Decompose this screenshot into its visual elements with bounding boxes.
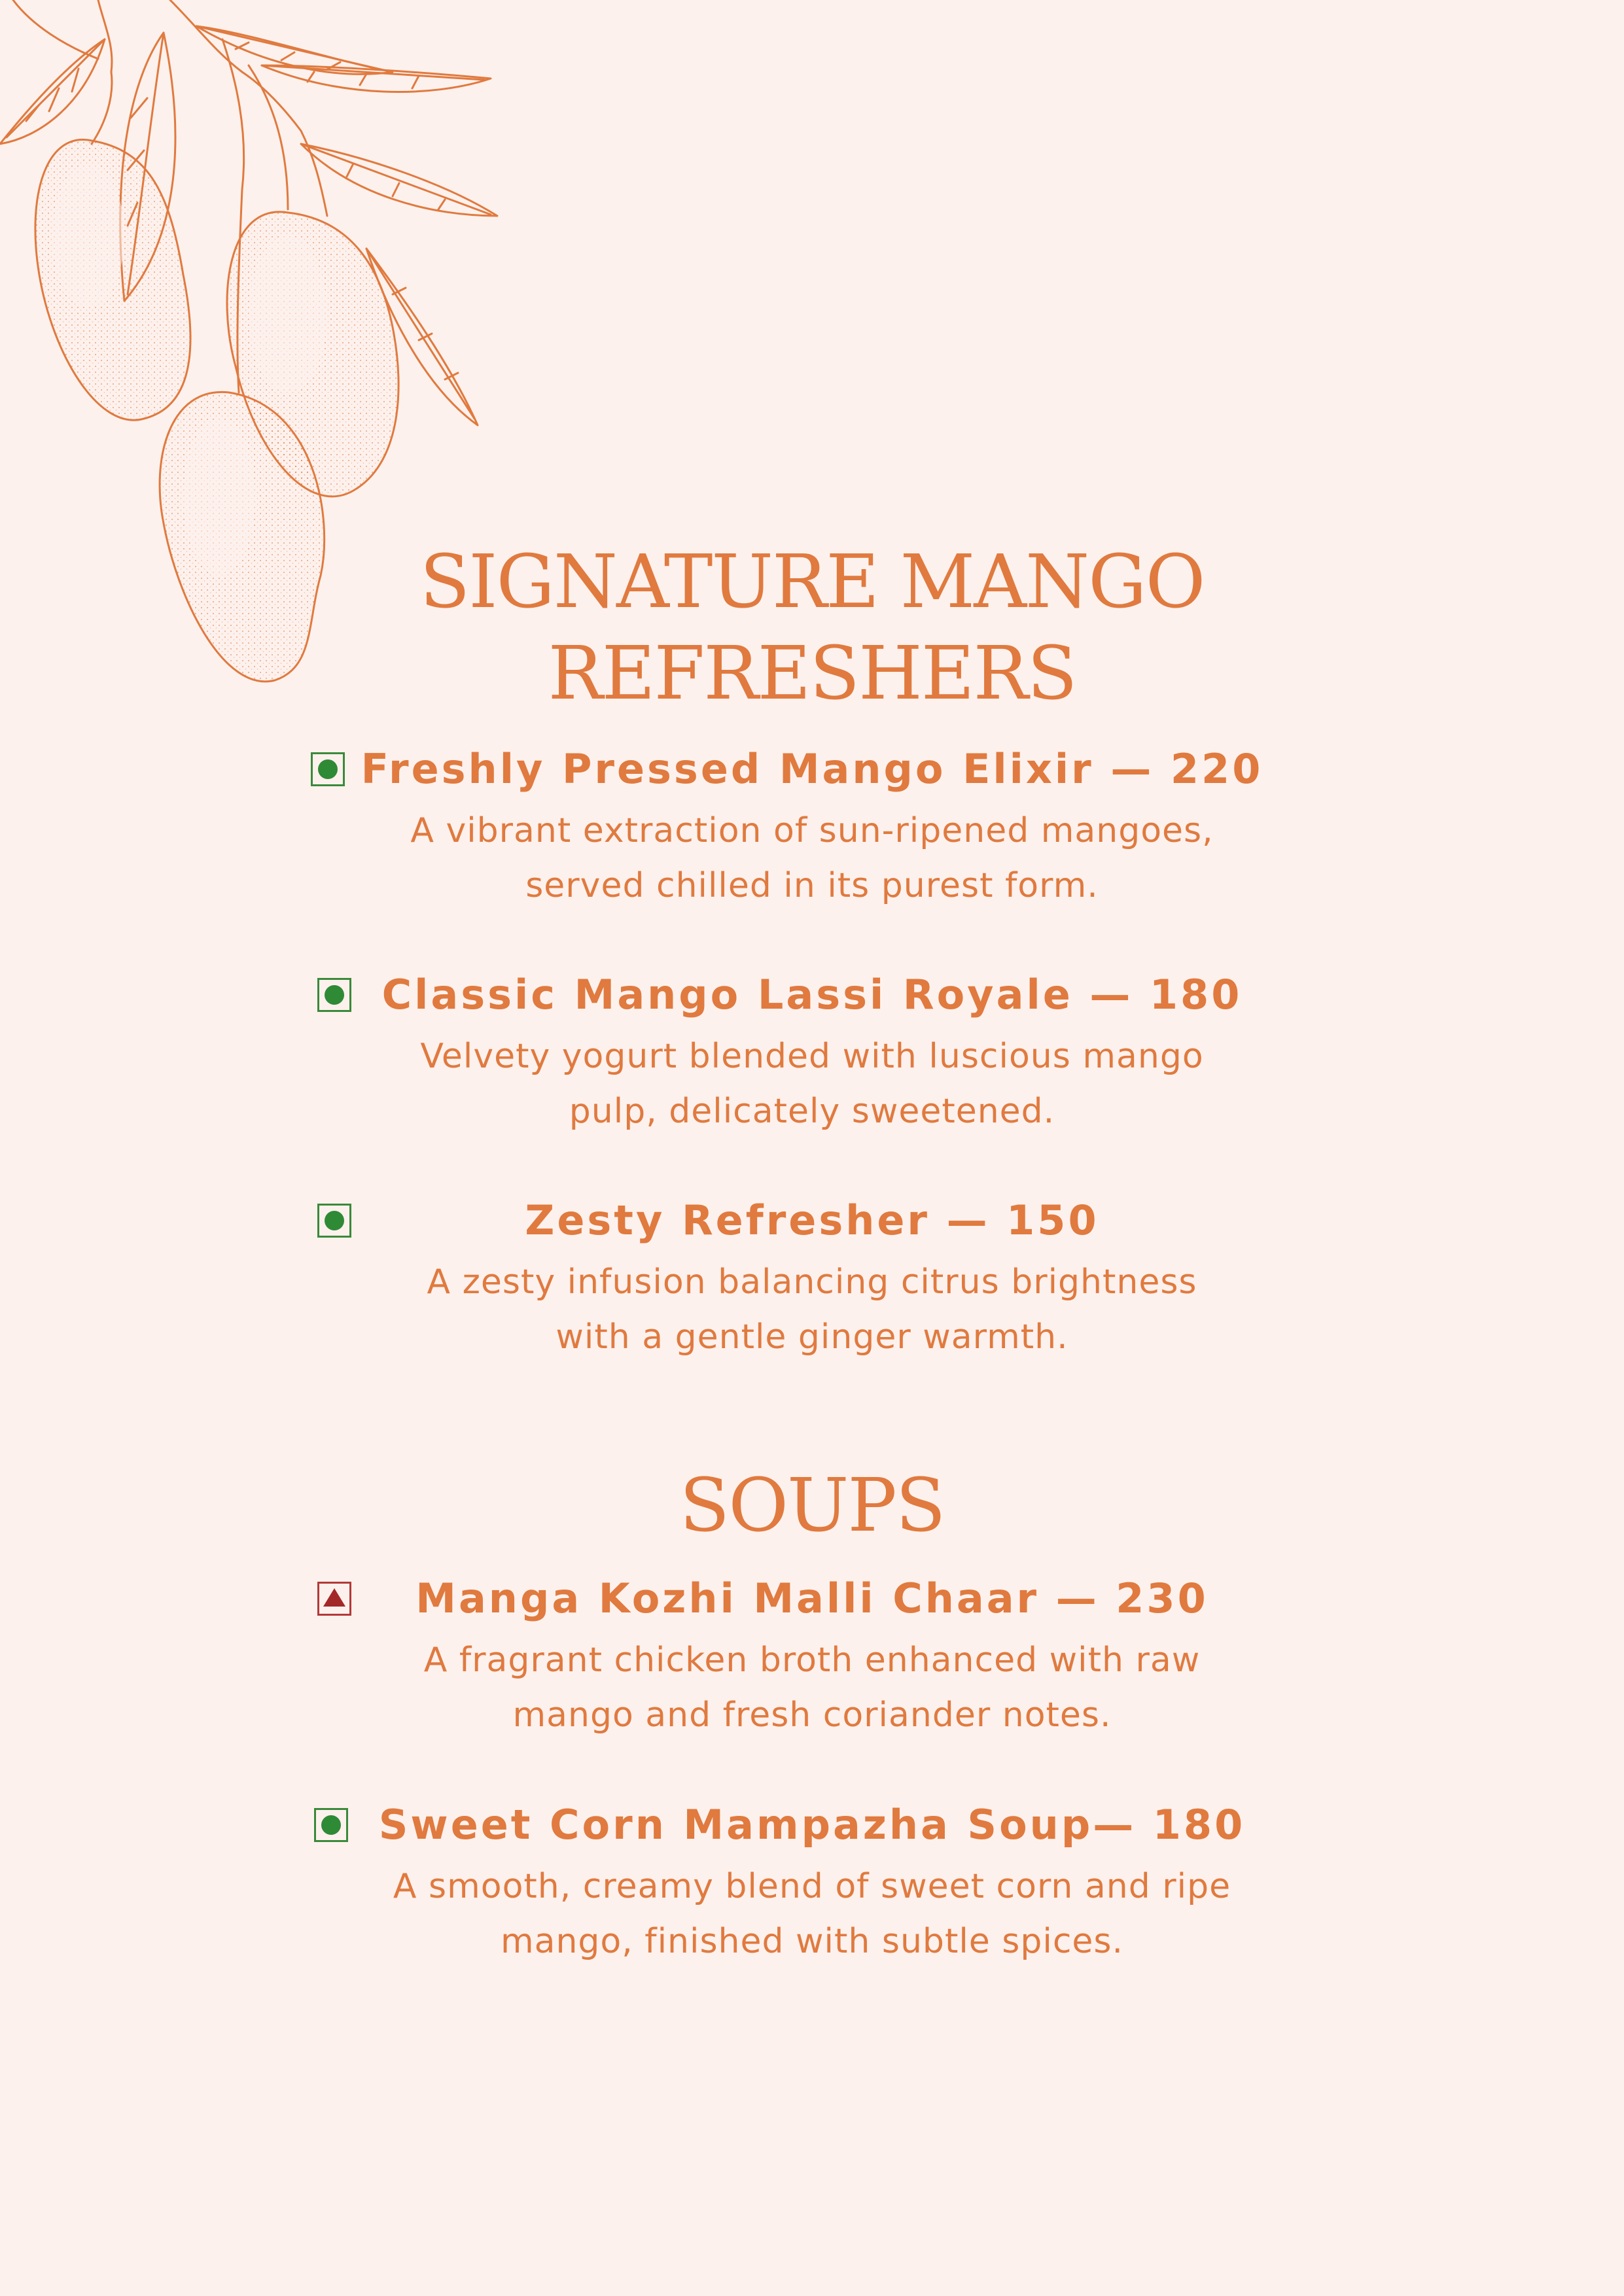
- menu-item-description-line: with a gentle ginger warmth.: [556, 1317, 1068, 1357]
- section-title-soups: [0, 1460, 1624, 1552]
- menu-item-name: Freshly Pressed Mango Elixir — 220: [361, 745, 1263, 793]
- menu-item-description: [0, 1029, 1624, 1139]
- menu-item-description-line: mango and fresh coriander notes.: [512, 1696, 1112, 1735]
- menu-item-description-line: Velvety yogurt blended with luscious mango: [420, 1037, 1204, 1076]
- menu-item-name: Manga Kozhi Malli Chaar — 230: [415, 1574, 1209, 1622]
- menu-item-description-line: A zesty infusion balancing citrus brightness: [427, 1262, 1197, 1302]
- menu-item-description-line: served chilled in its purest form.: [525, 866, 1099, 905]
- menu-item-description-line: A fragrant chicken broth enhanced with raw: [423, 1641, 1201, 1680]
- menu-item-description: [0, 1255, 1624, 1365]
- menu-item-name: Zesty Refresher — 150: [525, 1196, 1099, 1244]
- menu-item-description: [0, 803, 1624, 913]
- section-title-line: SIGNATURE MANGO: [419, 540, 1205, 625]
- menu-item-name: Classic Mango Lassi Royale — 180: [381, 971, 1243, 1018]
- menu-item-description-line: A smooth, creamy blend of sweet corn and ripe: [393, 1867, 1231, 1906]
- section-title-line: SOUPS: [679, 1463, 945, 1548]
- section-title-line: REFRESHERS: [548, 631, 1076, 716]
- menu-item-description: [0, 1859, 1624, 1969]
- section-title-refreshers: [0, 536, 1624, 720]
- menu-item-name: Sweet Corn Mampazha Soup— 180: [378, 1801, 1246, 1849]
- menu-item-description-line: A vibrant extraction of sun-ripened mangoes,: [410, 811, 1214, 850]
- menu-item-description: [0, 1633, 1624, 1743]
- menu-item-description-line: mango, finished with subtle spices.: [500, 1922, 1124, 1961]
- menu-item-description-line: pulp, delicately sweetened.: [569, 1092, 1055, 1131]
